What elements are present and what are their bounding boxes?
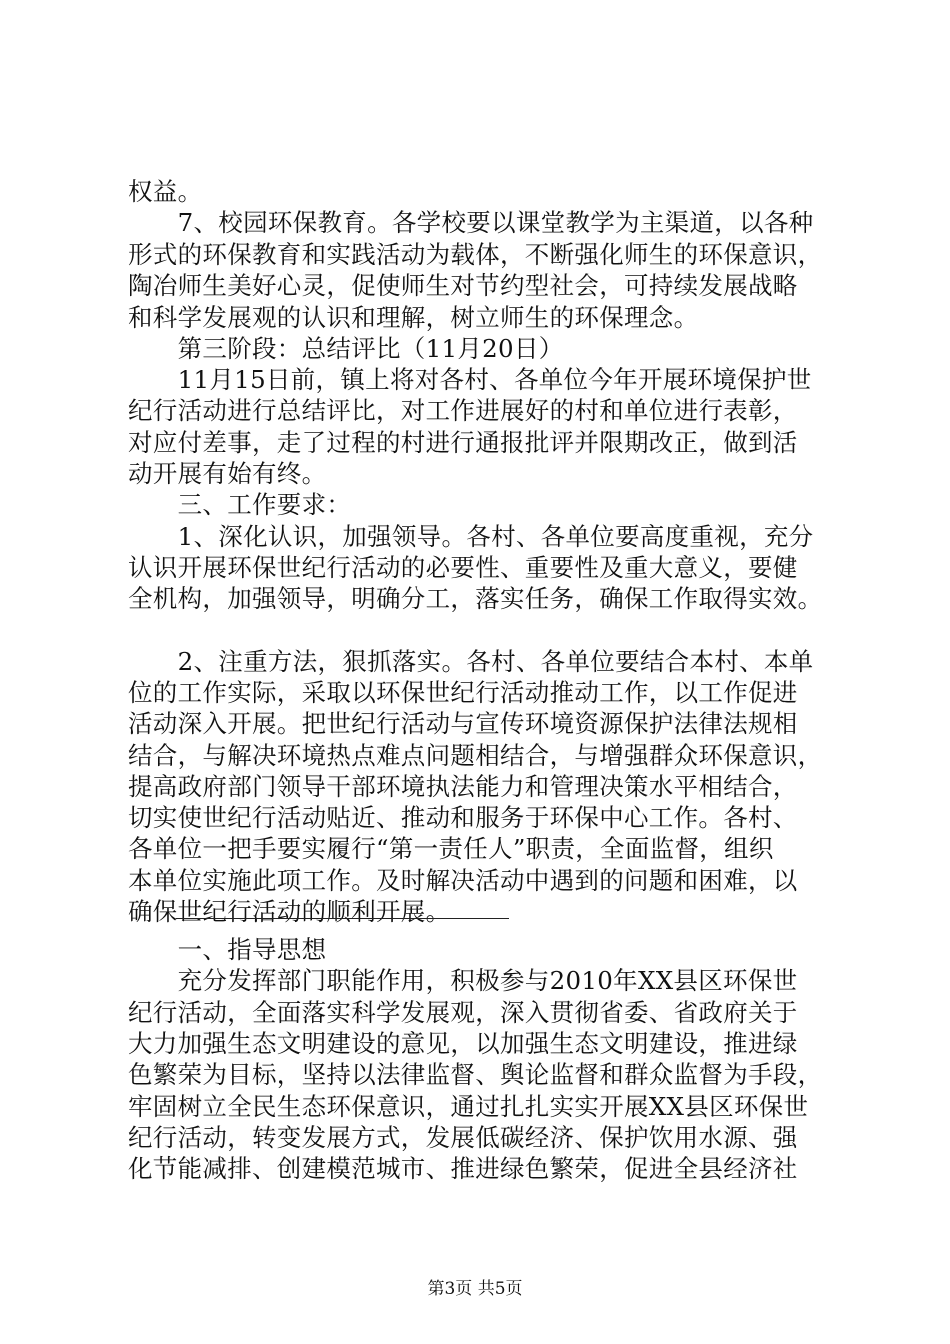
text-line: 认识开展环保世纪行活动的必要性、重要性及重大意义，要健 <box>128 553 798 582</box>
text-line: 权益。 <box>128 177 203 206</box>
text-line: 纪行活动，全面落实科学发展观，深入贯彻省委、省政府关于 <box>128 998 798 1027</box>
text-line: 形式的环保教育和实践活动为载体，不断强化师生的环保意识， <box>128 240 823 269</box>
text-line: 牢固树立全民生态环保意识，通过扎扎实实开展XX县区环保世 <box>128 1092 809 1121</box>
section-heading: 三、工作要求： <box>128 490 352 519</box>
page-number-footer: 第3页 共5页 <box>427 1279 523 1299</box>
text-line: 确保世纪行活动的顺利开展。 <box>128 897 451 926</box>
text-line: 大力加强生态文明建设的意见，以加强生态文明建设，推进绿 <box>128 1029 798 1058</box>
section-heading: 一、指导思想 <box>128 935 327 964</box>
text-line: 纪行活动，转变发展方式，发展低碳经济、保护饮用水源、强 <box>128 1123 798 1152</box>
text-line: 色繁荣为目标，坚持以法律监督、舆论监督和群众监督为手段， <box>128 1060 823 1089</box>
text-line: 各单位一把手要实履行“第一责任人”职责，全面监督，组织 <box>128 834 774 863</box>
text-line: 充分发挥部门职能作用，积极参与2010年XX县区环保世 <box>128 966 798 995</box>
text-line: 切实使世纪行活动贴近、推动和服务于环保中心工作。各村、 <box>128 803 798 832</box>
text-line: 本单位实施此项工作。及时解决活动中遇到的问题和困难，以 <box>128 866 798 895</box>
text-line: 7、校园环保教育。各学校要以课堂教学为主渠道，以各种 <box>128 208 814 237</box>
section-divider <box>176 918 509 919</box>
text-line: 提高政府部门领导干部环境执法能力和管理决策水平相结合， <box>128 772 798 801</box>
text-line: 位的工作实际，采取以环保世纪行活动推动工作，以工作促进 <box>128 678 798 707</box>
text-line: 2、注重方法，狠抓落实。各村、各单位要结合本村、本单 <box>128 647 814 676</box>
text-line: 和科学发展观的认识和理解，树立师生的环保理念。 <box>128 303 699 332</box>
text-line: 全机构，加强领导，明确分工，落实任务，确保工作取得实效。 <box>128 584 823 613</box>
text-line: 对应付差事，走了过程的村进行通报批评并限期改正，做到活 <box>128 428 798 457</box>
text-line: 11月15日前，镇上将对各村、各单位今年开展环境保护世 <box>128 365 812 394</box>
text-line: 纪行活动进行总结评比，对工作进展好的村和单位进行表彰， <box>128 396 798 425</box>
text-line: 陶冶师生美好心灵，促使师生对节约型社会，可持续发展战略 <box>128 271 798 300</box>
text-line: 活动深入开展。把世纪行活动与宣传环境资源保护法律法规相 <box>128 709 798 738</box>
text-line: 化节能减排、创建模范城市、推进绿色繁荣，促进全县经济社 <box>128 1154 798 1183</box>
section-heading: 第三阶段：总结评比（11月20日） <box>128 334 564 363</box>
text-line: 结合，与解决环境热点难点问题相结合，与增强群众环保意识， <box>128 741 823 770</box>
text-line: 动开展有始有终。 <box>128 459 327 488</box>
text-line: 1、深化认识，加强领导。各村、各单位要高度重视，充分 <box>128 522 814 551</box>
